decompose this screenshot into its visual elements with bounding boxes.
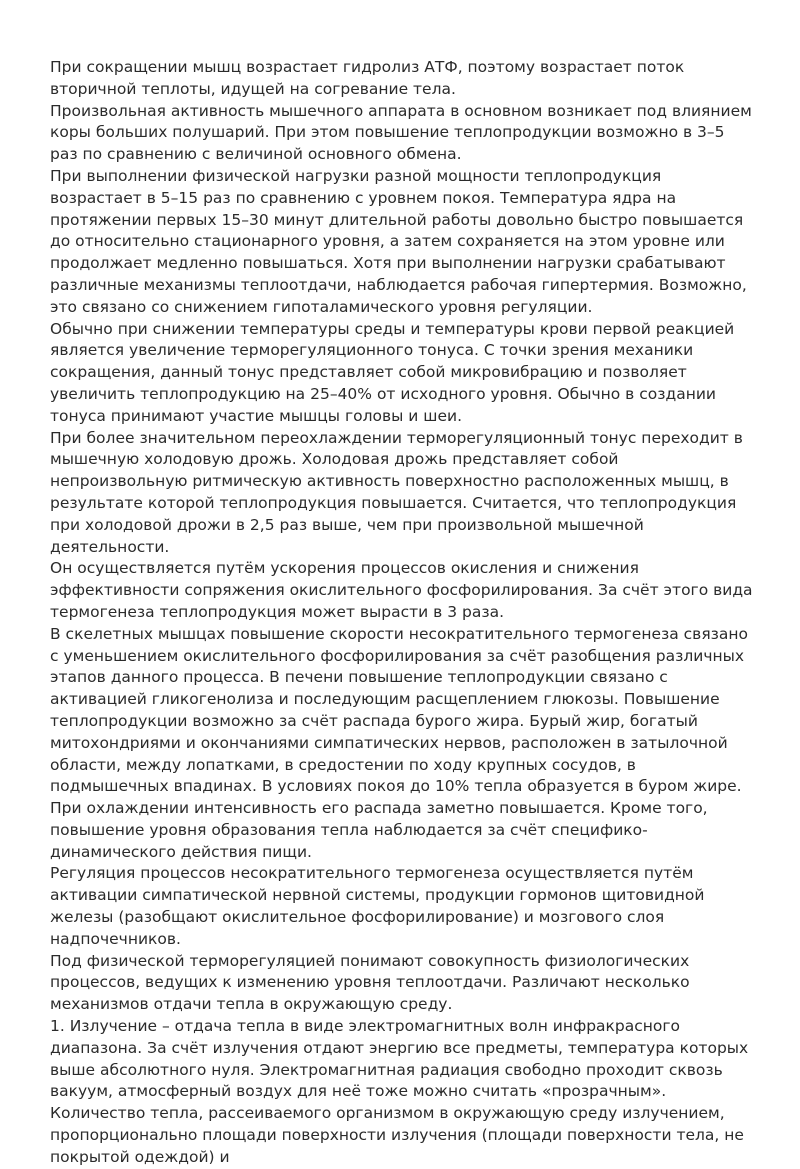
paragraph-atp-hydrolysis: При сокращении мышц возрастает гидролиз АТФ, поэтому возрастает поток вторичной теплоты, идущей на согревание тела. bbox=[50, 58, 685, 98]
document-body bbox=[50, 57, 755, 1169]
paragraph-cold-shivering: При более значительном переохлаждении терморегуляционный тонус переходит в мышечную холодовую дрожь. Холодовая дрожь представляет собой непроизвольную ритмическую активность поверхностно расположенных мышц, в результате которой теплопродукция повышается. Считается, что теплопродукция при холодовой дрожи в 2,5 раз выше, чем при произвольной мышечной деятельности. bbox=[50, 428, 743, 556]
paragraph-non-shivering-thermogenesis: В скелетных мышцах повышение скорости несократительного термогенеза связано с уменьшением окислительного фосфорилирования за счёт разобщения различных этапов данного процесса. В печени повышение теплопродукции связано с активацией гликогенолиза и последующим расщеплением глюкозы. Повышение теплопродукции возможно за счёт распада бурого жира. Бурый жир, богатый митохондриями и окончаниями симпатических нервов, расположен в затылочной области, между лопатками, в средостении по ходу крупных сосудов, в подмышечных впадинах. В условиях покоя до 10% тепла образуется в буром жире. При охлаждении интенсивность его распада заметно повышается. Кроме того, повышение уровня образования тепла наблюдается за счёт специфико-динамического действия пищи. bbox=[50, 624, 748, 861]
paragraph-oxidation: Он осуществляется путём ускорения процессов окисления и снижения эффективности сопряжения окислительного фосфорилирования. За счёт этого вида термогенеза теплопродукция может вырасти в 3 раза. bbox=[50, 559, 753, 621]
paragraph-regulation: Регуляция процессов несократительного термогенеза осуществляется путём активации симпатической нервной системы, продукции гормонов щитовидной железы (разобщают окислительное фосфорилирование) и мозгового слоя надпочечников. bbox=[50, 864, 705, 948]
paragraph-thermoregulatory-tone: Обычно при снижении температуры среды и температуры крови первой реакцией является увеличение терморегуляционного тонуса. С точки зрения механики сокращения, данный тонус представляет собой микровибрацию и позволяет увеличить теплопродукцию на 25–40% от исходного уровня. Обычно в создании тонуса принимают участие мышцы головы и шеи. bbox=[50, 319, 735, 425]
paragraph-physical-thermoregulation: Под физической терморегуляцией понимают совокупность физиологических процессов, ведущих к изменению уровня теплоотдачи. Различают несколько механизмов отдачи тепла в окружающую среду. bbox=[50, 951, 690, 1014]
paragraph-physical-load: При выполнении физической нагрузки разной мощности теплопродукция возрастает в 5–15 раз по сравнению с уровнем покоя. Температура ядра на протяжении первых 15–30 минут длительной работы довольно быстро повышается до относительно стационарного уровня, а затем сохраняется на этом уровне или продолжает медленно повышаться. Хотя при выполнении нагрузки срабатывают различные механизмы теплоотдачи, наблюдается рабочая гипертермия. Возможно, это связано со снижением гипоталамического уровня регуляции. bbox=[50, 166, 747, 316]
paragraph-voluntary-activity: Произвольная активность мышечного аппарата в основном возникает под влиянием коры больших полушарий. При этом повышение теплопродукции возможно в 3–5 раз по сравнению с величиной основного обмена. bbox=[50, 101, 752, 164]
paragraph-radiation: 1. Излучение – отдача тепла в виде электромагнитных волн инфракрасного диапазона. За счёт излучения отдают энергию все предметы, температура которых выше абсолютного нуля. Электромагнитная радиация свободно проходит сквозь вакуум, атмосферный воздух для неё тоже можно считать «прозрачным». Количество тепла, рассеиваемого организмом в окружающую среду излучением, пропорционально площади поверхности излучения (площади поверхности тела, не покрытой одеждой) и bbox=[50, 1017, 749, 1166]
